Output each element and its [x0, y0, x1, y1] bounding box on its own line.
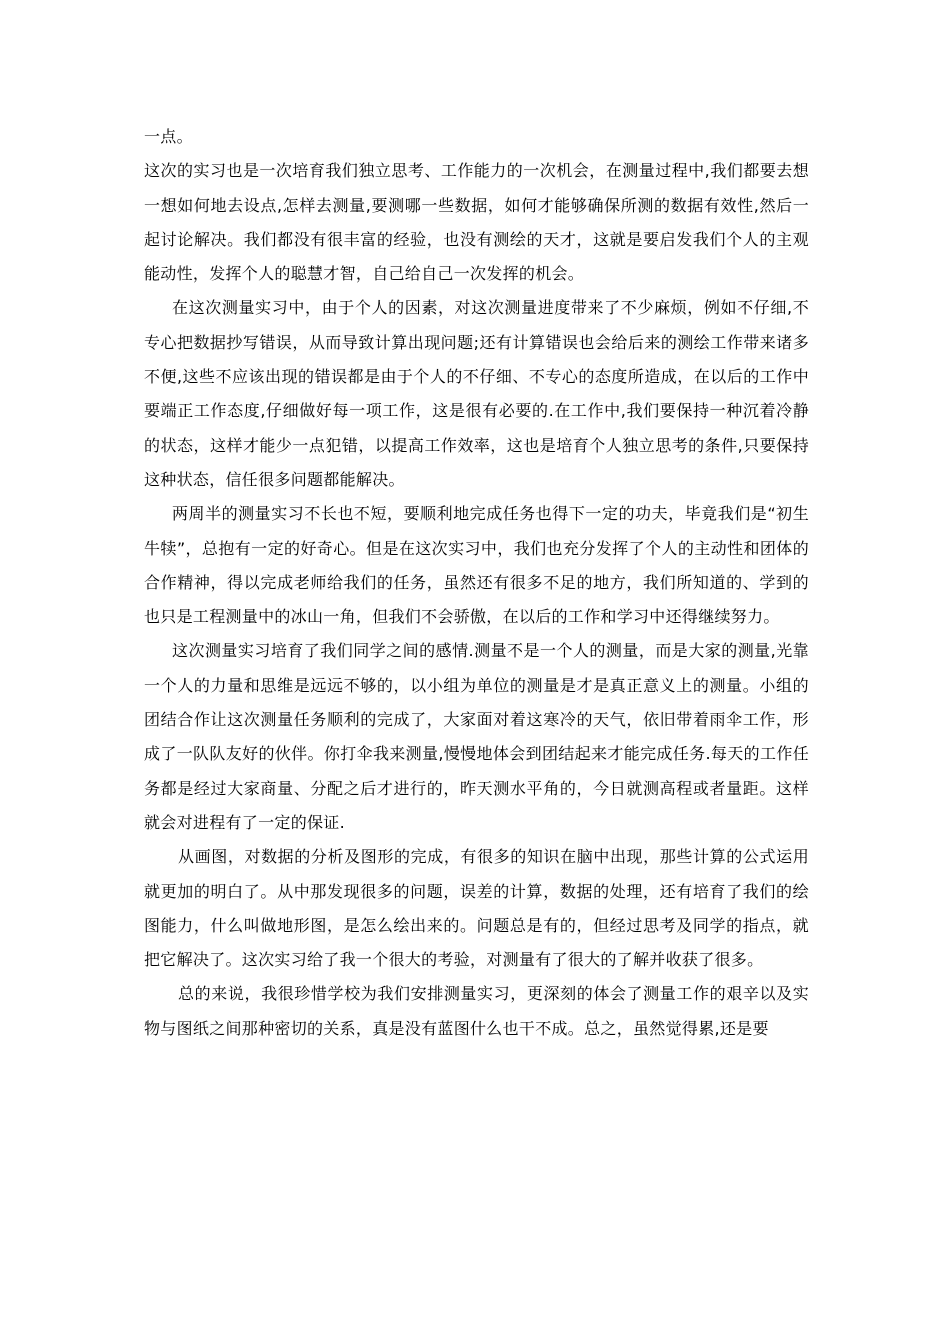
paragraph-personal-errors: 在这次测量实习中，由于个人的因素，对这次测量进度带来了不少麻烦，例如不仔细,不专心把数据抄写错误，从而导致计算出现问题;还有计算错误也会给后来的测绘工作带来诸多不便,这些不应该出现的错误都是由于个人的不仔细、不专心的态度所造成，在以后的工作中要端正工作态度,仔细做好每一项工作，这是很有必要的.在工作中,我们要保持一种沉着冷静的状态，这样才能少一点犯错，以提高工作效率，这也是培育个人独立思考的条件,只要保持这种状态，信任很多问题都能解决。: [144, 298, 809, 489]
paragraph-teamwork: 这次测量实习培育了我们同学之间的感情.测量不是一个人的测量，而是大家的测量,光靠一个人的力量和思维是远远不够的，以小组为单位的测量是才是真正意义上的测量。小组的团结合作让这次测量任务顺利的完成了，大家面对着这寒冷的天气，依旧带着雨伞工作，形成了一队队友好的伙伴。你打伞我来测量,慢慢地体会到团结起来才能完成任务.每天的工作任务都是经过大家商量、分配之后才进行的，昨天测水平角的，今日就测高程或者量距。这样就会对进程有了一定的保证.: [144, 641, 809, 832]
paragraph-independent-thinking: 这次的实习也是一次培育我们独立思考、工作能力的一次机会，在测量过程中,我们都要去想一想如何地去设点,怎样去测量,要测哪一些数据，如何才能够确保所测的数据有效性,然后一起讨论解决。我们都没有很丰富的经验，也没有测绘的天才，这就是要启发我们个人的主观能动性，发挥个人的聪慧才智，自己给自己一次发挥的机会。: [144, 161, 809, 284]
paragraph-continuation: 一点。: [144, 127, 193, 146]
paragraph-two-and-half-weeks: 两周半的测量实习不长也不短，要顺利地完成任务也得下一定的功夫，毕竟我们是“初生牛犊”，总抱有一定的好奇心。但是在这次实习中，我们也充分发挥了个人的主动性和团体的合作精神，得以完成老师给我们的任务，虽然还有很多不足的地方，我们所知道的、学到的也只是工程测量中的冰山一角，但我们不会骄傲，在以后的工作和学习中还得继续努力。: [144, 504, 809, 627]
paragraph-summary: 总的来说，我很珍惜学校为我们安排测量实习，更深刻的体会了测量工作的艰辛以及实物与图纸之间那种密切的关系，真是没有蓝图什么也干不成。总之，虽然觉得累,还是要: [144, 984, 809, 1038]
document-body: [144, 120, 809, 1046]
paragraph-drawing: 从画图，对数据的分析及图形的完成，有很多的知识在脑中出现，那些计算的公式运用就更加的明白了。从中那发现很多的问题，误差的计算，数据的处理，还有培育了我们的绘图能力，什么叫做地形图，是怎么绘出来的。问题总是有的，但经过思考及同学的指点，就把它解决了。这次实习给了我一个很大的考验，对测量有了很大的了解并收获了很多。: [144, 847, 809, 970]
